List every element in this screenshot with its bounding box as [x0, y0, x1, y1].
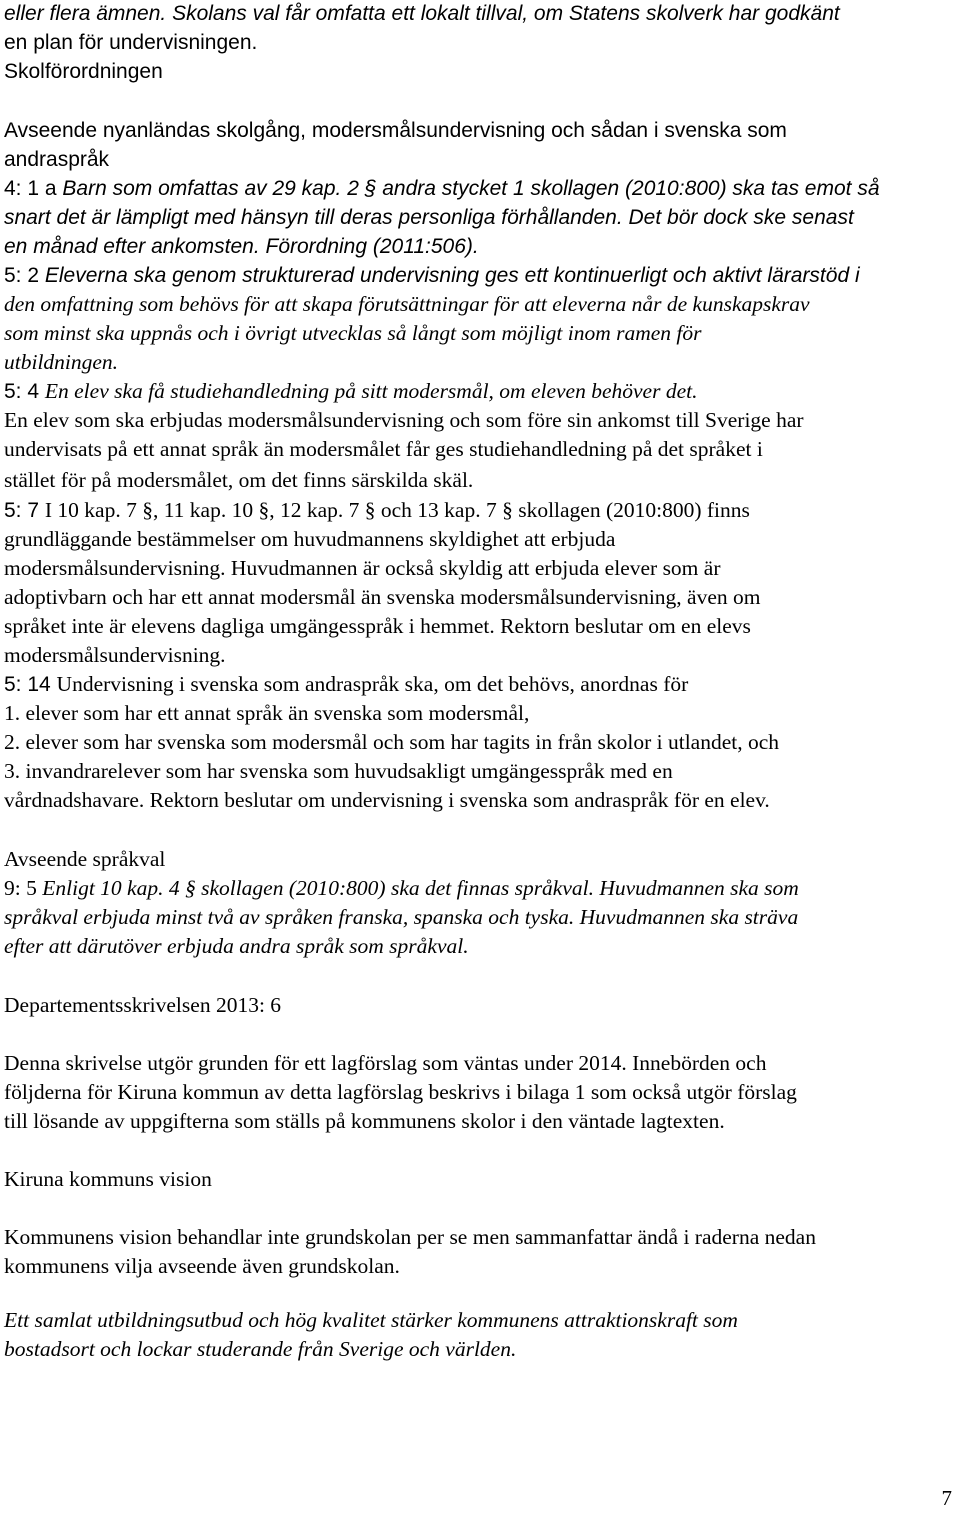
paragraph-line	[4, 377, 954, 406]
list-item: 1. elever som har ett annat språk än svenska som modersmål,	[4, 701, 530, 725]
text-line: som minst ska uppnås och i övrigt utvecklas så långt som möjligt inom ramen för	[4, 321, 702, 345]
text-line: adoptivbarn och har ett annat modersmål än svenska modersmålsundervisning, även om	[4, 585, 761, 609]
text-line: kommunens vilja avseende även grundskolan.	[4, 1254, 400, 1278]
text-line: språkval erbjuda minst två av språken franska, spanska och tyska. Huvudmannen ska sträva	[4, 905, 799, 929]
text-line: modersmålsundervisning.	[4, 643, 226, 667]
paragraph-text: I 10 kap. 7 §, 11 kap. 10 §, 12 kap. 7 § och 13 kap. 7 § skollagen (2010:800) finns	[44, 498, 750, 522]
list-item: 2. elever som har svenska som modersmål och som har tagits in från skolor i utlandet, och	[4, 730, 780, 754]
quote-line: bostadsort och lockar studerande från Sverige och världen.	[4, 1337, 517, 1361]
text-line: Kommunens vision behandlar inte grundskolan per se men sammanfattar ändå i raderna nedan	[4, 1225, 816, 1249]
text-line: eller flera ämnen. Skolans val får omfatta ett lokalt tillval, om Statens skolverk har godkänt	[4, 2, 840, 25]
section-subheading: andraspråk	[4, 148, 110, 171]
paragraph-number: 9: 5	[4, 876, 43, 900]
section-heading: Departementsskrivelsen 2013: 6	[4, 993, 282, 1017]
paragraph-line	[4, 261, 954, 290]
text-line: snart det är lämpligt med hänsyn till deras personliga förhållanden. Det bör dock ske senast	[4, 206, 854, 229]
paragraph-number: 5: 7	[4, 499, 45, 522]
text-line: grundläggande bestämmelser om huvudmannens skyldighet att erbjuda	[4, 527, 616, 551]
paragraph-text: En elev ska få studiehandledning på sitt modersmål, om eleven behöver det.	[44, 379, 698, 403]
paragraph-line	[4, 670, 954, 699]
paragraph-number: 4: 1 a	[4, 177, 63, 200]
section-subheading: Avseende språkval	[4, 847, 166, 871]
text-line: till lösande av uppgifterna som ställs på kommunens skolor i den väntade lagtexten.	[4, 1109, 725, 1133]
text-line: den omfattning som behövs för att skapa förutsättningar för att eleverna når de kunskapskrav	[4, 292, 810, 316]
text-line: modersmålsundervisning. Huvudmannen är också skyldig att erbjuda elever som är	[4, 556, 721, 580]
text-line: utbildningen.	[4, 350, 119, 374]
paragraph-text: Undervisning i svenska som andraspråk ska, om det behövs, anordnas för	[56, 672, 689, 696]
text-line: vårdnadshavare. Rektorn beslutar om undervisning i svenska som andraspråk för en elev.	[4, 788, 770, 812]
text-line: En elev som ska erbjudas modersmålsundervisning och som före sin ankomst till Sverige har	[4, 408, 804, 432]
paragraph-text: Enligt 10 kap. 4 § skollagen (2010:800) ska det finnas språkval. Huvudmannen ska som	[42, 876, 799, 900]
paragraph-text: Barn som omfattas av 29 kap. 2 § andra stycket 1 skollagen (2010:800) ska tas emot så	[62, 177, 880, 200]
quote-line: Ett samlat utbildningsutbud och hög kvalitet stärker kommunens attraktionskraft som	[4, 1308, 738, 1332]
page-number: 7	[941, 1486, 952, 1510]
paragraph-text: Eleverna ska genom strukturerad undervisning ges ett kontinuerligt och aktivt lärarstöd i	[44, 264, 860, 287]
text-line: språket inte är elevens dagliga umgängesspråk i hemmet. Rektorn beslutar om en elevs	[4, 614, 751, 638]
section-subheading: Avseende nyanländas skolgång, modersmålsundervisning och sådan i svenska som	[4, 119, 787, 142]
text-line: stället för på modersmålet, om det finns särskilda skäl.	[4, 468, 474, 492]
paragraph-number: 5: 14	[4, 673, 57, 696]
text-line: en månad efter ankomsten. Förordning (2011:506).	[4, 235, 479, 258]
text-line: undervisats på ett annat språk än modersmålet får ges studiehandledning på det språket i	[4, 437, 763, 461]
paragraph-number: 5: 2	[4, 264, 45, 287]
text-line: en plan för undervisningen.	[4, 31, 258, 54]
section-heading: Skolförordningen	[4, 60, 163, 83]
list-item: 3. invandrarelever som har svenska som huvudsakligt umgängesspråk med en	[4, 759, 673, 783]
paragraph-line	[4, 174, 954, 203]
text-line: följderna för Kiruna kommun av detta lagförslag beskrivs i bilaga 1 som också utgör förslag	[4, 1080, 797, 1104]
paragraph-number: 5: 4	[4, 380, 45, 403]
section-heading: Kiruna kommuns vision	[4, 1167, 212, 1191]
text-line: efter att därutöver erbjuda andra språk som språkval.	[4, 934, 469, 958]
paragraph-line	[4, 496, 954, 525]
text-line: Denna skrivelse utgör grunden för ett lagförslag som väntas under 2014. Innebörden och	[4, 1051, 767, 1075]
paragraph-line	[4, 874, 954, 903]
